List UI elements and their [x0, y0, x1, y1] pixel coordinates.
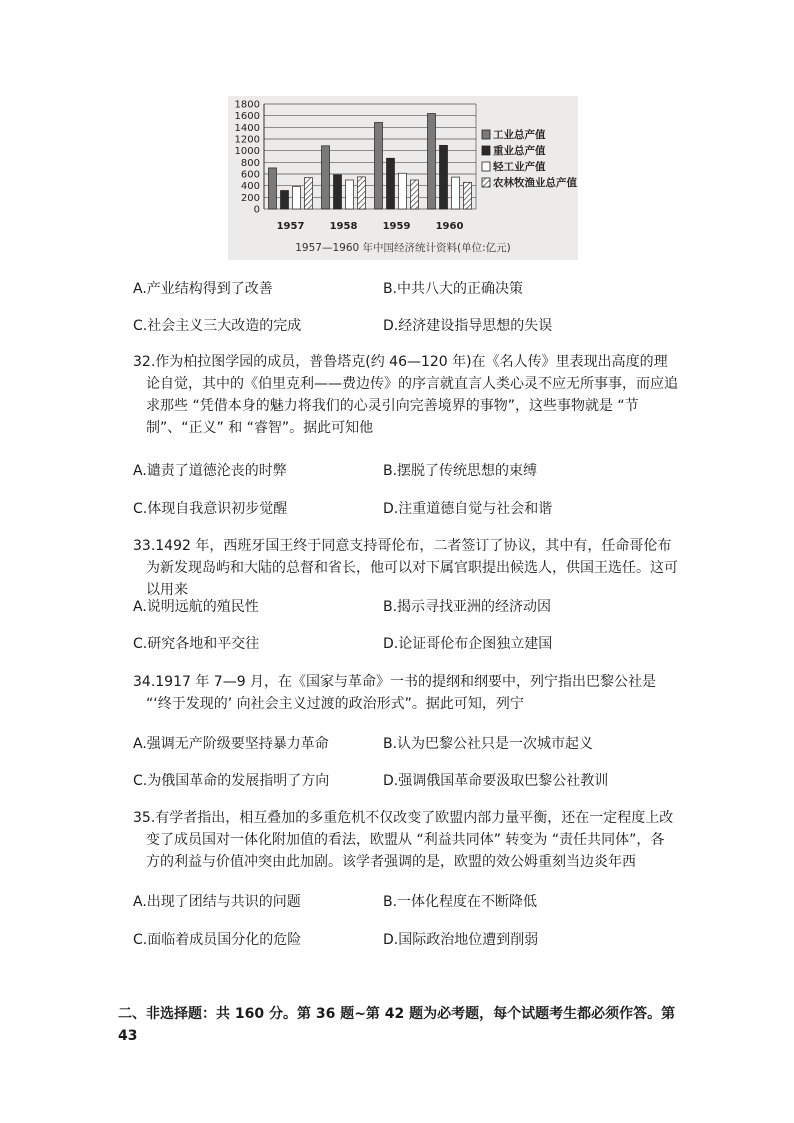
q32-option-c: C.体现自我意识初步觉醒	[133, 501, 288, 517]
q33-option-c: C.研究各地和平交往	[133, 636, 260, 652]
legend-label: 工业总产值	[493, 129, 546, 141]
y-tick-label: 400	[240, 181, 260, 193]
bar	[269, 168, 277, 209]
bar	[399, 173, 407, 209]
x-tick-label: 1959	[382, 221, 411, 232]
y-tick-label: 800	[240, 157, 260, 169]
y-tick-label: 1600	[234, 111, 260, 123]
bar	[281, 191, 289, 209]
legend-swatch	[482, 146, 490, 155]
q32-stem: 32.作为柏拉图学园的成员，普鲁塔克(约 46—120 年)在《名人传》里表现出高度的理论自觉，其中的《伯里克利——费边传》的序言就直言人类心灵不应无所事事，而应追求那些 “凭借本身的魅力将我们的心灵引向完善境界的事物”，这些事物就是 “节制”、“正义” 和 “睿智”。据此可知他	[133, 354, 678, 436]
q34-option-d: D.强调俄国革命要汲取巴黎公社教训	[383, 773, 609, 789]
y-tick-label: 600	[240, 169, 260, 181]
bar-chart	[228, 96, 578, 260]
bar	[464, 182, 472, 209]
q35-option-b: B.一体化程度在不断降低	[383, 894, 538, 910]
legend-label: 轻工业产值	[493, 161, 546, 173]
bar	[411, 180, 419, 209]
legend-label: 农林牧渔业总产值	[493, 177, 577, 189]
bar	[452, 177, 460, 209]
q34-option-a: A.强调无产阶级要坚持暴力革命	[133, 736, 329, 752]
y-tick-label: 1400	[234, 122, 260, 134]
economic-statistics-chart	[228, 96, 578, 260]
q32-option-a: A.谴责了道德沦丧的时弊	[133, 463, 287, 479]
x-tick-label: 1958	[329, 221, 358, 232]
bar	[293, 186, 301, 209]
legend-swatch	[482, 130, 490, 139]
bar	[428, 114, 436, 209]
q34-stem: 34.1917 年 7—9 月，在《国家与革命》一书的提纲和纲要中，列宁指出巴黎公社是 “‘终于发现的’ 向社会主义过渡的政治形式”。据此可知，列宁	[133, 674, 657, 712]
q31-option-a: A.产业结构得到了改善	[133, 281, 273, 297]
y-tick-label: 1000	[234, 146, 260, 158]
q34-option-b: B.认为巴黎公社只是一次城市起义	[383, 736, 594, 752]
bar	[358, 177, 366, 209]
y-tick-label: 200	[240, 192, 260, 204]
bar	[305, 178, 313, 209]
section-heading: 二、非选择题：共 160 分。第 36 题~第 42 题为必考题，每个试题考生都必须作答。第 43	[118, 1006, 676, 1044]
bar	[346, 180, 354, 209]
q33-option-a: A.说明远航的殖民性	[133, 599, 259, 615]
q35-option-d: D.国际政治地位遭到削弱	[383, 932, 539, 948]
x-tick-label: 1960	[435, 221, 464, 232]
bar	[387, 158, 395, 209]
y-tick-label: 1200	[234, 134, 260, 146]
y-tick-label: 1800	[234, 99, 260, 111]
bar	[322, 146, 330, 209]
bar	[334, 175, 342, 209]
chart-caption: 1957—1960 年中国经济统计资料(单位:亿元)	[295, 242, 511, 254]
bar	[440, 145, 448, 209]
q34-option-c: C.为俄国革命的发展指明了方向	[133, 773, 330, 789]
x-tick-label: 1957	[276, 221, 305, 232]
legend-swatch	[482, 178, 490, 187]
q32-option-b: B.摆脱了传统思想的束缚	[383, 463, 538, 479]
q31-option-d: D.经济建设指导思想的失误	[383, 318, 553, 334]
q35-option-c: C.面临着成员国分化的危险	[133, 932, 302, 948]
q35-stem: 35.有学者指出，相互叠加的多重危机不仅改变了欧盟内部力量平衡，还在一定程度上改变了成员国对一体化附加值的看法，欧盟从 “利益共同体” 转变为 “责任共同体”，各方的利益与价值冲突由此加剧。该学者强调的是，欧盟的效公姆重刻当边炎年西	[133, 810, 674, 870]
legend-label: 重业总产值	[493, 145, 546, 157]
q33-option-d: D.论证哥伦布企图独立建国	[383, 636, 553, 652]
bar	[375, 122, 383, 209]
q31-option-c: C.社会主义三大改造的完成	[133, 318, 302, 334]
q31-option-b: B.中共八大的正确决策	[383, 281, 524, 297]
q35-option-a: A.出现了团结与共识的问题	[133, 894, 301, 910]
legend-swatch	[482, 162, 490, 171]
y-tick-label: 0	[253, 204, 260, 216]
q32-option-d: D.注重道德自觉与社会和谐	[383, 501, 553, 517]
q33-stem: 33.1492 年，西班牙国王终于同意支持哥伦布，二者签订了协议，其中有，任命哥伦布为新发现岛屿和大陆的总督和省长，他可以对下属官职提出候选人，供国王选任。这可以用来	[133, 538, 678, 598]
q33-option-b: B.揭示寻找亚洲的经济动因	[383, 599, 552, 615]
